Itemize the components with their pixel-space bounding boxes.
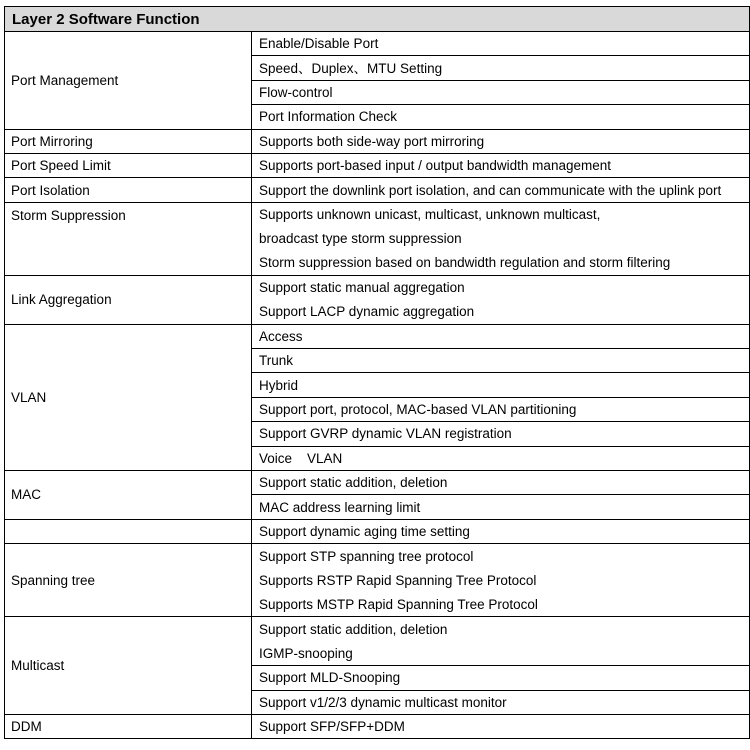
feature-storm-suppression: Storm Suppression [5,202,252,275]
entry-cell: Enable/Disable Port [252,32,750,56]
entry-cell: broadcast type storm suppression [252,227,750,251]
entry-cell: Support static manual aggregation [252,275,750,299]
feature-port-mirroring: Port Mirroring [5,129,252,153]
table-row [5,617,750,641]
feature-port-speed-limit: Port Speed Limit [5,153,252,177]
entry-cell: Flow-control [252,80,750,104]
table-row [5,275,750,299]
feature-spanning-tree: Spanning tree [5,544,252,617]
entry-cell: Support static addition, deletion [252,471,750,495]
table-row [5,544,750,568]
entry-cell: Trunk [252,349,750,373]
entry-cell: Support static addition, deletion [252,617,750,641]
entry-cell: Supports MSTP Rapid Spanning Tree Protocol [252,592,750,616]
table-row [5,153,750,177]
entry-cell: Support LACP dynamic aggregation [252,300,750,324]
entry-cell: Support SFP/SFP+DDM [252,714,750,738]
entry-cell: Support MLD-Snooping [252,666,750,690]
entry-cell: Support STP spanning tree protocol [252,544,750,568]
table-row [5,129,750,153]
entry-cell: Supports port-based input / output bandwidth management [252,153,750,177]
feature-mac: MAC [5,471,252,520]
entry-cell: Support the downlink port isolation, and can communicate with the uplink port [252,178,750,202]
entry-cell: Port Information Check [252,105,750,129]
entry-cell: Hybrid [252,373,750,397]
table-row [5,324,750,348]
table-row [5,202,750,226]
table-row [5,471,750,495]
table-row [5,32,750,56]
layer2-software-function-table [4,6,750,739]
entry-cell: Access [252,324,750,348]
feature-port-isolation: Port Isolation [5,178,252,202]
entry-cell: Support port, protocol, MAC-based VLAN partitioning [252,397,750,421]
feature-mac-empty [5,519,252,543]
table-row [5,519,750,543]
entry-cell: Speed、Duplex、MTU Setting [252,56,750,80]
entry-cell: Supports unknown unicast, multicast, unknown multicast, [252,202,750,226]
feature-link-aggregation: Link Aggregation [5,275,252,324]
entry-cell: Support v1/2/3 dynamic multicast monitor [252,690,750,714]
entry-cell: Support GVRP dynamic VLAN registration [252,422,750,446]
table-row [5,178,750,202]
feature-multicast: Multicast [5,617,252,715]
feature-vlan: VLAN [5,324,252,470]
entry-cell: Storm suppression based on bandwidth regulation and storm filtering [252,251,750,275]
entry-cell: Support dynamic aging time setting [252,519,750,543]
entry-cell: Supports RSTP Rapid Spanning Tree Protocol [252,568,750,592]
table-row [5,714,750,738]
feature-port-management: Port Management [5,32,252,130]
table-title: Layer 2 Software Function [5,7,750,32]
entry-cell: IGMP-snooping [252,641,750,665]
entry-cell: MAC address learning limit [252,495,750,519]
feature-ddm: DDM [5,714,252,738]
entry-cell: Voice VLAN [252,446,750,470]
entry-cell: Supports both side-way port mirroring [252,129,750,153]
